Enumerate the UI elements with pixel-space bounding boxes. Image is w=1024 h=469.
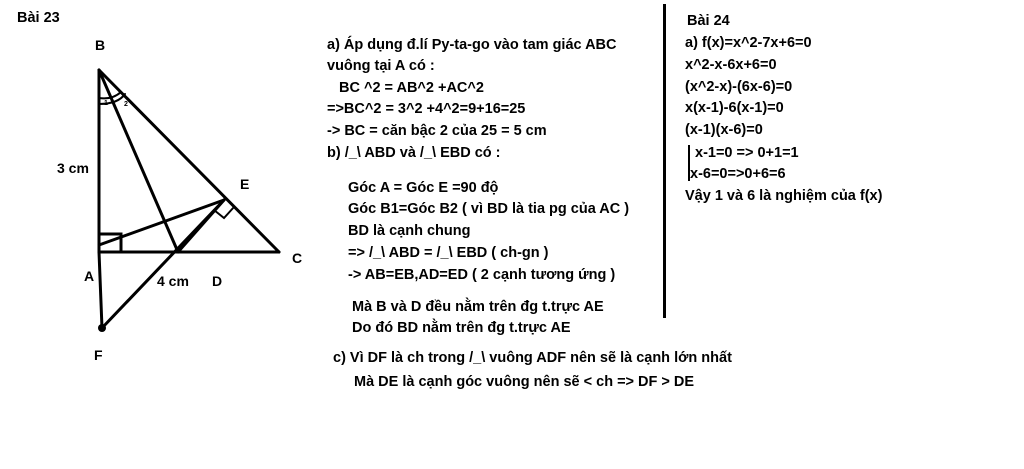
label-ad-length: 4 cm: [157, 273, 189, 289]
bai23-line-1: a) Áp dụng đ.lí Py-ta-go vào tam giác ABC: [327, 37, 617, 53]
bai24-line-8: Vậy 1 và 6 là nghiệm của f(x): [685, 188, 883, 204]
bai24-line-6: x-1=0 => 0+1=1: [695, 145, 799, 161]
bai23-line-3: BC ^2 = AB^2 +AC^2: [339, 80, 484, 96]
label-angle2: 2: [124, 101, 128, 108]
label-ab-length: 3 cm: [57, 160, 89, 176]
bai23-line-8: Góc B1=Góc B2 ( vì BD là tia pg của AC ): [348, 201, 630, 217]
bai23-line-15: Mà DE là cạnh góc vuông nên sẽ < ch => DF > DE: [354, 374, 695, 390]
column-divider: [663, 4, 666, 318]
bai24-line-1: a) f(x)=x^2-7x+6=0: [685, 35, 812, 51]
label-c: C: [292, 250, 303, 266]
bai23-line-6: b) /_\ ABD và /_\ EBD có :: [327, 145, 501, 161]
segment-af: [99, 252, 102, 328]
bai24-line-4: x(x-1)-6(x-1)=0: [685, 100, 784, 116]
label-f: F: [94, 347, 103, 363]
label-angle1: 1: [104, 100, 108, 107]
bai24-line-3: (x^2-x)-(6x-6)=0: [685, 79, 793, 95]
segment-bc: [99, 70, 279, 252]
label-e: E: [240, 176, 250, 192]
label-d: D: [212, 273, 223, 289]
bai23-line-12: Mà B và D đều nằm trên đg t.trực AE: [352, 299, 604, 315]
label-b: B: [95, 37, 106, 53]
bai23-line-10: => /_\ ABD = /_\ EBD ( ch-gn ): [348, 245, 549, 261]
bai24-line-2: x^2-x-6x+6=0: [685, 57, 777, 73]
bai23-line-13: Do đó BD nằm trên đg t.trực AE: [352, 320, 571, 336]
bai23-line-9: BD là cạnh chung: [348, 223, 471, 239]
bai24-line-7: x-6=0=>0+6=6: [690, 166, 786, 182]
bai23-line-2: vuông tại A có :: [327, 58, 435, 74]
point-f: [98, 324, 106, 332]
bai24-line-5: (x-1)(x-6)=0: [685, 122, 763, 138]
bai24-title: Bài 24: [687, 13, 730, 29]
bai23-title: Bài 23: [17, 10, 60, 26]
bai23-line-5: -> BC = căn bậc 2 của 25 = 5 cm: [327, 123, 547, 139]
bai23-line-14: c) Vì DF là ch trong /_\ vuông ADF nên sẽ là cạnh lớn nhất: [333, 350, 732, 366]
label-a: A: [84, 268, 95, 284]
bai23-line-7: Góc A = Góc E =90 độ: [348, 180, 499, 196]
bai23-line-11: -> AB=EB,AD=ED ( 2 cạnh tương ứng ): [348, 267, 616, 283]
bai23-line-4: =>BC^2 = 3^2 +4^2=9+16=25: [327, 101, 526, 117]
